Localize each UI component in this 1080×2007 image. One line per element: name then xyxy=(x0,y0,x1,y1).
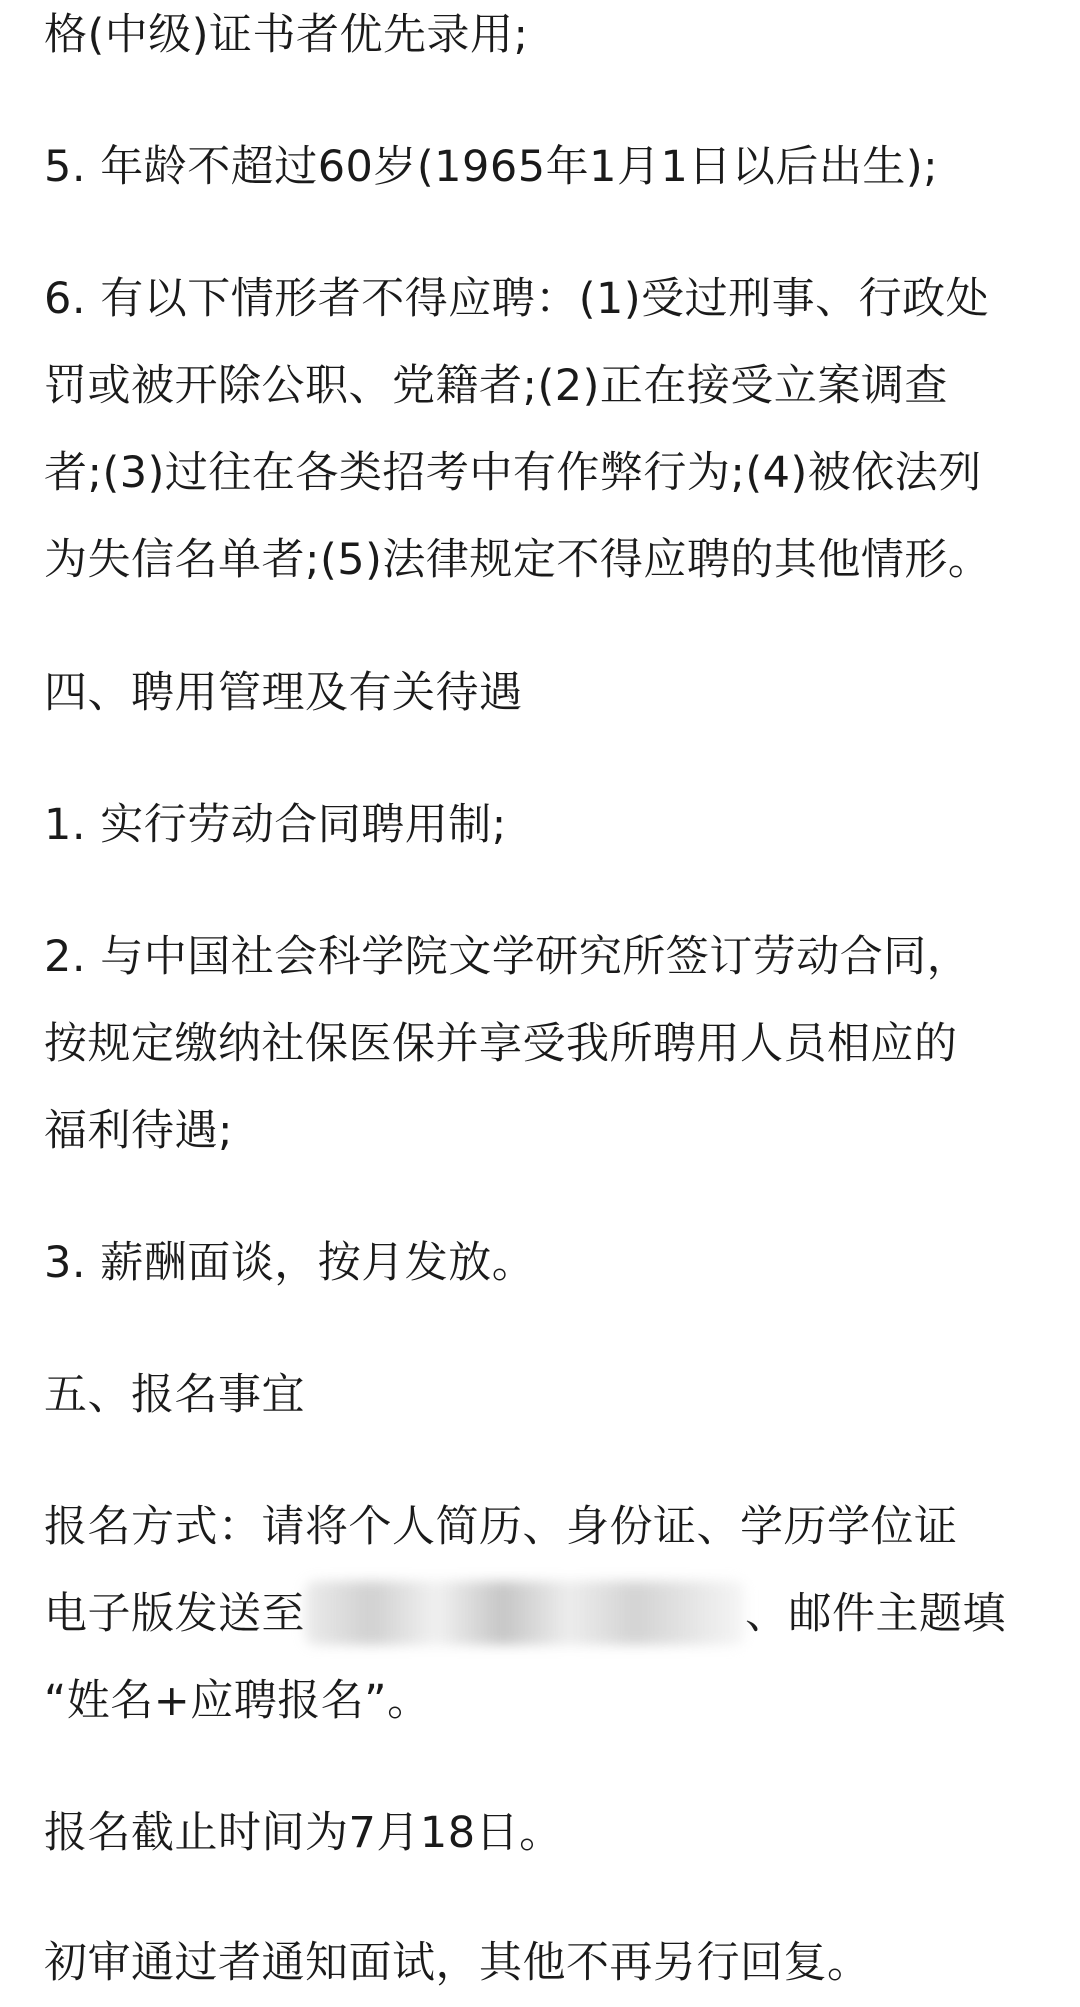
text-line: 3. 薪酬面谈，按月发放。 xyxy=(44,1238,536,1288)
text-line: 5. 年龄不超过60岁(1965年1月1日以后出生); xyxy=(44,142,939,192)
text-line: 1. 实行劳动合同聘用制; xyxy=(44,800,507,850)
paragraph-application-method xyxy=(44,1484,1006,1745)
paragraph-deadline xyxy=(44,1790,563,1877)
paragraph-interview-notice xyxy=(44,1920,871,2007)
text-line: 按规定缴纳社保医保并享受我所聘用人员相应的 xyxy=(44,1019,958,1069)
text-line: 格(中级)证书者优先录用; xyxy=(44,10,529,60)
text-line: 福利待遇; xyxy=(44,1106,233,1156)
section-heading-application xyxy=(44,1352,305,1439)
paragraph-contract-system xyxy=(44,782,507,869)
paragraph-labor-contract xyxy=(44,914,970,1175)
text-line: 四、聘用管理及有关待遇 xyxy=(44,668,523,718)
paragraph-salary xyxy=(44,1220,535,1307)
text-segment: 、邮件主题填 xyxy=(745,1589,1006,1639)
text-line: 初审通过者通知面试，其他不再另行回复。 xyxy=(44,1938,871,1988)
section-heading-employment xyxy=(44,650,523,737)
text-line: 五、报名事宜 xyxy=(44,1370,305,1420)
paragraph-disqualifications xyxy=(44,256,991,604)
paragraph-age-limit xyxy=(44,124,938,211)
text-line: 者;(3)过往在各类招考中有作弊行为;(4)被依法列 xyxy=(44,448,982,498)
text-segment: 电子版发送至 xyxy=(44,1589,305,1639)
text-line: 6. 有以下情形者不得应聘：(1)受过刑事、行政处 xyxy=(44,274,990,324)
text-line: “姓名+应聘报名”。 xyxy=(44,1676,431,1726)
text-line-email xyxy=(44,1571,1006,1658)
text-line: 为失信名单者;(5)法律规定不得应聘的其他情形。 xyxy=(44,535,992,585)
paragraph-qualification-tail xyxy=(44,0,529,79)
redacted-email xyxy=(305,1581,745,1645)
text-line: 报名方式：请将个人简历、身份证、学历学位证 xyxy=(44,1502,958,1552)
text-line: 2. 与中国社会科学院文学研究所签订劳动合同， xyxy=(44,932,971,982)
text-line: 报名截止时间为7月18日。 xyxy=(44,1808,563,1858)
text-line: 罚或被开除公职、党籍者;(2)正在接受立案调查 xyxy=(44,361,948,411)
